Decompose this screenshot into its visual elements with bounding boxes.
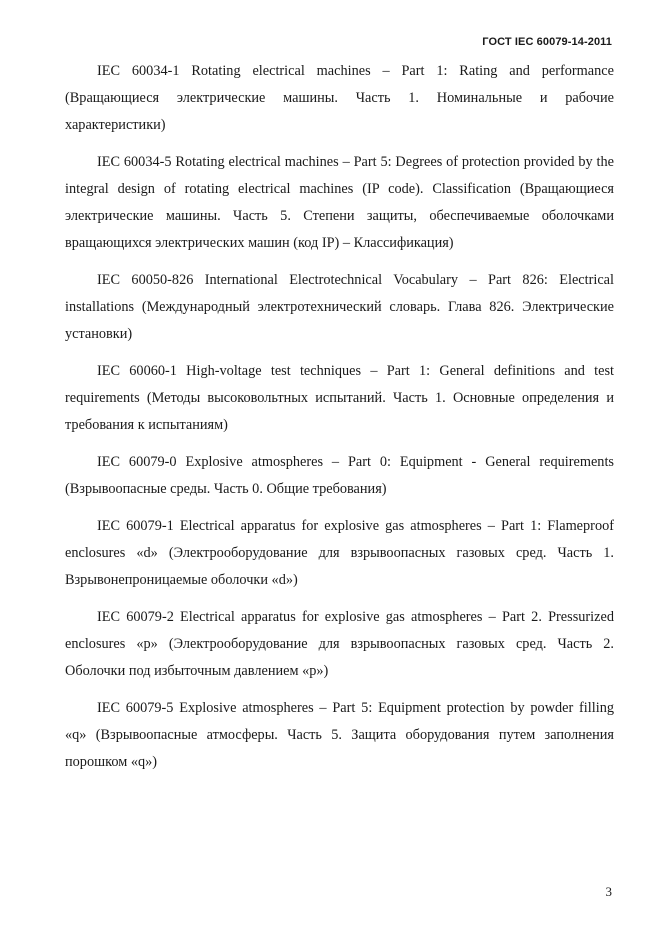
- reference-iec-60060-1: IEC 60060-1 High-voltage test techniques – Part 1: General definitions and test requirements (Методы высоковольтных испытаний. Часть 1. Основные определения и требования к испытаниям): [65, 363, 614, 433]
- reference-iec-60034-1: IEC 60034-1 Rotating electrical machines – Part 1: Rating and performance (Вращающиеся электрические машины. Часть 1. Номинальные и рабочие характеристики): [65, 63, 614, 133]
- reference-iec-60079-2: IEC 60079-2 Electrical apparatus for explosive gas atmospheres – Part 2. Pressurized enclosures «p» (Электрооборудование для взрывоопасных газовых сред. Часть 2. Оболочки под избыточным давлением «p»): [65, 609, 614, 679]
- normative-references-list: [65, 58, 614, 786]
- reference-iec-60079-1: IEC 60079-1 Electrical apparatus for explosive gas atmospheres – Part 1: Flameproof enclosures «d» (Электрооборудование для взрывоопасных газовых сред. Часть 1. Взрывонепроницаемые оболочки «d»): [65, 518, 614, 588]
- reference-iec-60050-826: IEC 60050-826 International Electrotechnical Vocabulary – Part 826: Electrical installations (Международный электротехнический словарь. Глава 826. Электрические установки): [65, 272, 614, 342]
- document-code-header: ГОСТ IEC 60079-14-2011: [482, 36, 612, 48]
- reference-iec-60079-5: IEC 60079-5 Explosive atmospheres – Part 5: Equipment protection by powder filling «q» (Взрывоопасные атмосферы. Часть 5. Защита оборудования путем заполнения порошком «q»): [65, 700, 614, 770]
- reference-iec-60079-0: IEC 60079-0 Explosive atmospheres – Part 0: Equipment - General requirements (Взрывоопасные среды. Часть 0. Общие требования): [65, 454, 614, 497]
- reference-iec-60034-5: IEC 60034-5 Rotating electrical machines – Part 5: Degrees of protection provided by the integral design of rotating electrical machines (IP code). Classification (Вращающиеся электрические машины. Часть 5. Степени защиты, обеспечиваемые оболочками вращающихся электрических машин (код IP) – Классификация): [65, 154, 614, 251]
- page-number: 3: [605, 884, 612, 899]
